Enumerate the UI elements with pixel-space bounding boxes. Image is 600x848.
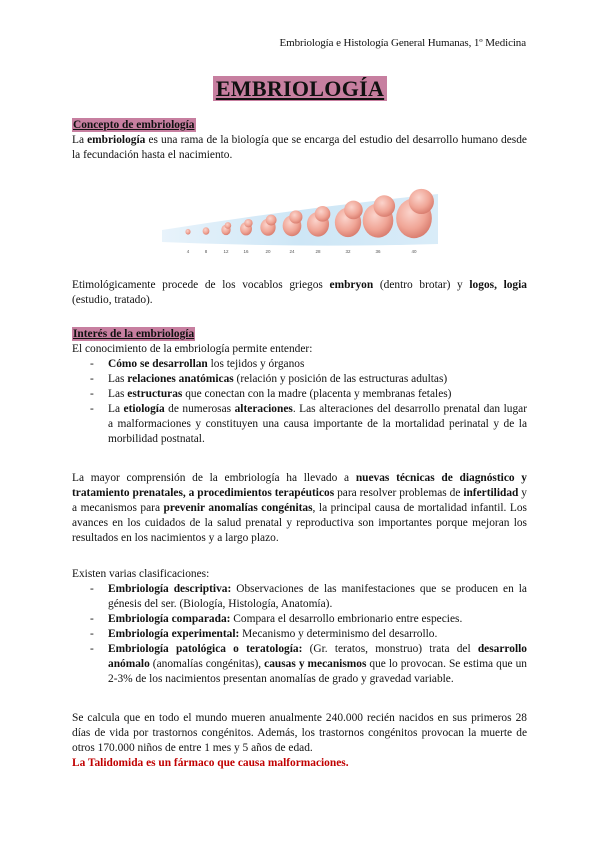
- week-label: 36: [375, 249, 381, 254]
- item-text: que conectan con la madre (placenta y membranas fetales): [182, 388, 452, 400]
- interes-intro: El conocimiento de la embriología permite entender:: [72, 343, 313, 355]
- mayor-paragraph: [72, 471, 527, 546]
- item-bold: Embriología experimental:: [108, 628, 240, 640]
- item-bold: estructuras: [127, 388, 183, 400]
- item-text: Observaciones de las manifestaciones que se producen en la génesis del ser. (Biología, Histología, Anatomía).: [108, 583, 527, 610]
- list-item: - Las relaciones anatómicas (relación y posición de las estructuras adultas): [90, 373, 448, 385]
- bold-run: infertilidad: [463, 487, 519, 499]
- text-run: , la principal causa de mortalidad infantil. Los avances en los cuidados de la salud prenatal y reproductiva son importantes porque mejoran los resultados en los nacimientos y a largo plazo.: [72, 502, 527, 544]
- section-heading-concepto: Concepto de embriología: [73, 119, 195, 131]
- list-item: - Cómo se desarrollan los tejidos y órganos: [90, 358, 305, 370]
- item-text: Compara el desarrollo embrionario entre especies.: [230, 613, 463, 625]
- embryo-1: [185, 229, 190, 235]
- section-etimologia: [72, 278, 527, 308]
- week-label: 28: [315, 249, 321, 254]
- week-labels: [187, 249, 417, 254]
- item-text: La: [108, 403, 124, 415]
- text-run: (estudio, tratado).: [72, 294, 153, 306]
- list-item: - Embriología experimental: Mecanismo y determinismo del desarrollo.: [90, 628, 438, 640]
- page-header: Embriología e Histología General Humanas, 1º Medicina: [279, 37, 526, 49]
- item-bold: etiología: [123, 403, 165, 415]
- list-item: - La etiología de numerosas alteraciones. Las alteraciones del desarrollo prenatal dan lugar a malformaciones y constituyen una causa importante de la mortalidad perinatal y de la morbilidad postnatal.: [90, 403, 527, 445]
- item-bold: causas y mecanismos: [264, 658, 367, 670]
- week-label: 20: [265, 249, 271, 254]
- item-text: Las: [108, 373, 128, 385]
- item-bold: desarrollo anómalo: [108, 643, 527, 670]
- section-clasificaciones: [72, 567, 527, 687]
- concepto-paragraph: [72, 133, 527, 163]
- text-run: Etimológicamente procede de los vocablos griegos: [72, 279, 330, 291]
- text-run: La: [72, 134, 88, 146]
- list-item: - Embriología patológica o teratología: (Gr. teratos, monstruo) trata del desarrollo anómalo (anomalías congénitas), causas y mecanismos que lo provocan. Se estima que un 2-3% de los nacimientos presentan anomalías de grado y gravedad variable.: [90, 643, 527, 685]
- interes-list: [72, 357, 527, 447]
- section-interes: [72, 327, 527, 447]
- talidomida-note: La Talidomida es un fármaco que causa malformaciones.: [72, 757, 349, 769]
- week-label: 12: [223, 249, 229, 254]
- etimologia-paragraph: [72, 278, 527, 308]
- text-run: La mayor comprensión de la embriología ha llevado a: [72, 472, 356, 484]
- title-wrap: [0, 76, 600, 101]
- embryo-2: [203, 227, 210, 235]
- item-bold: alteraciones: [234, 403, 293, 415]
- item-bold: Embriología comparada:: [108, 613, 231, 625]
- week-label: 40: [411, 249, 417, 254]
- text-run: y a mecanismos para: [72, 487, 527, 514]
- section-heading-interes: Interés de la embriología: [73, 328, 195, 340]
- item-bold: Embriología descriptiva:: [108, 583, 232, 595]
- item-bold: relaciones anatómicas: [127, 373, 234, 385]
- fetal-development-figure: [160, 170, 440, 260]
- week-label: 4: [186, 249, 190, 254]
- list-item: - Embriología comparada: Compara el desarrollo embrionario entre especies.: [90, 613, 463, 625]
- item-bold: Cómo se desarrollan: [108, 358, 208, 370]
- bold-run: nuevas técnicas de diagnóstico y tratamiento prenatales, a procedimientos terapéuticos: [72, 472, 527, 499]
- item-text: (Gr. teratos, monstruo) trata del: [302, 643, 478, 655]
- week-label: 8: [204, 249, 208, 254]
- clasif-list: [72, 582, 527, 687]
- item-text: los tejidos y órganos: [207, 358, 305, 370]
- item-text: Las: [108, 388, 128, 400]
- item-text: de numerosas: [164, 403, 235, 415]
- item-text: que lo provocan. Se estima que un 2-3% de los nacimientos presentan anomalías de grado y gravedad variable.: [108, 658, 527, 685]
- term-embriologia: embriología: [87, 134, 146, 146]
- bold-run: prevenir anomalías congénitas: [163, 502, 313, 514]
- term-logos: logos, logia: [469, 279, 527, 291]
- clasif-intro: Existen varias clasificaciones:: [72, 568, 210, 580]
- list-item: - Embriología descriptiva: Observaciones de las manifestaciones que se producen en la génesis del ser. (Biología, Histología, Anatomía).: [90, 583, 527, 610]
- item-text: (anomalías congénitas),: [149, 658, 265, 670]
- week-label: 24: [289, 249, 295, 254]
- section-mayor: [72, 471, 527, 546]
- week-label: 16: [243, 249, 249, 254]
- item-bold: Embriología patológica o teratología:: [108, 643, 303, 655]
- term-embryon: embryon: [329, 279, 374, 291]
- text-run: es una rama de la biología que se encarga del estudio del desarrollo humano desde la fecundación hasta el nacimiento.: [72, 134, 527, 161]
- week-label: 32: [345, 249, 351, 254]
- text-run: (dentro brotar) y: [373, 279, 470, 291]
- text-run: para resolver problemas de: [334, 487, 464, 499]
- list-item: - Las estructuras que conectan con la madre (placenta y membranas fetales): [90, 388, 452, 400]
- calcula-paragraph: Se calcula que en todo el mundo mueren anualmente 240.000 recién nacidos en sus primeros 28 días de vida por trastornos congénitos. Además, los trastornos congénitos provocan la muerte de otros 170.000 niños de entre 1 mes y 5 años de edad.: [72, 712, 527, 754]
- item-text: (relación y posición de las estructuras adultas): [233, 373, 448, 385]
- section-concepto: [72, 118, 527, 163]
- item-text: Mecanismo y determinismo del desarrollo.: [239, 628, 438, 640]
- item-text: . Las alteraciones del desarrollo prenatal dan lugar a malformaciones y constituyen una causa importante de la mortalidad perinatal y de la morbilidad postnatal.: [108, 403, 527, 445]
- page-title: EMBRIOLOGÍA: [213, 76, 387, 101]
- section-calcula: [72, 711, 527, 771]
